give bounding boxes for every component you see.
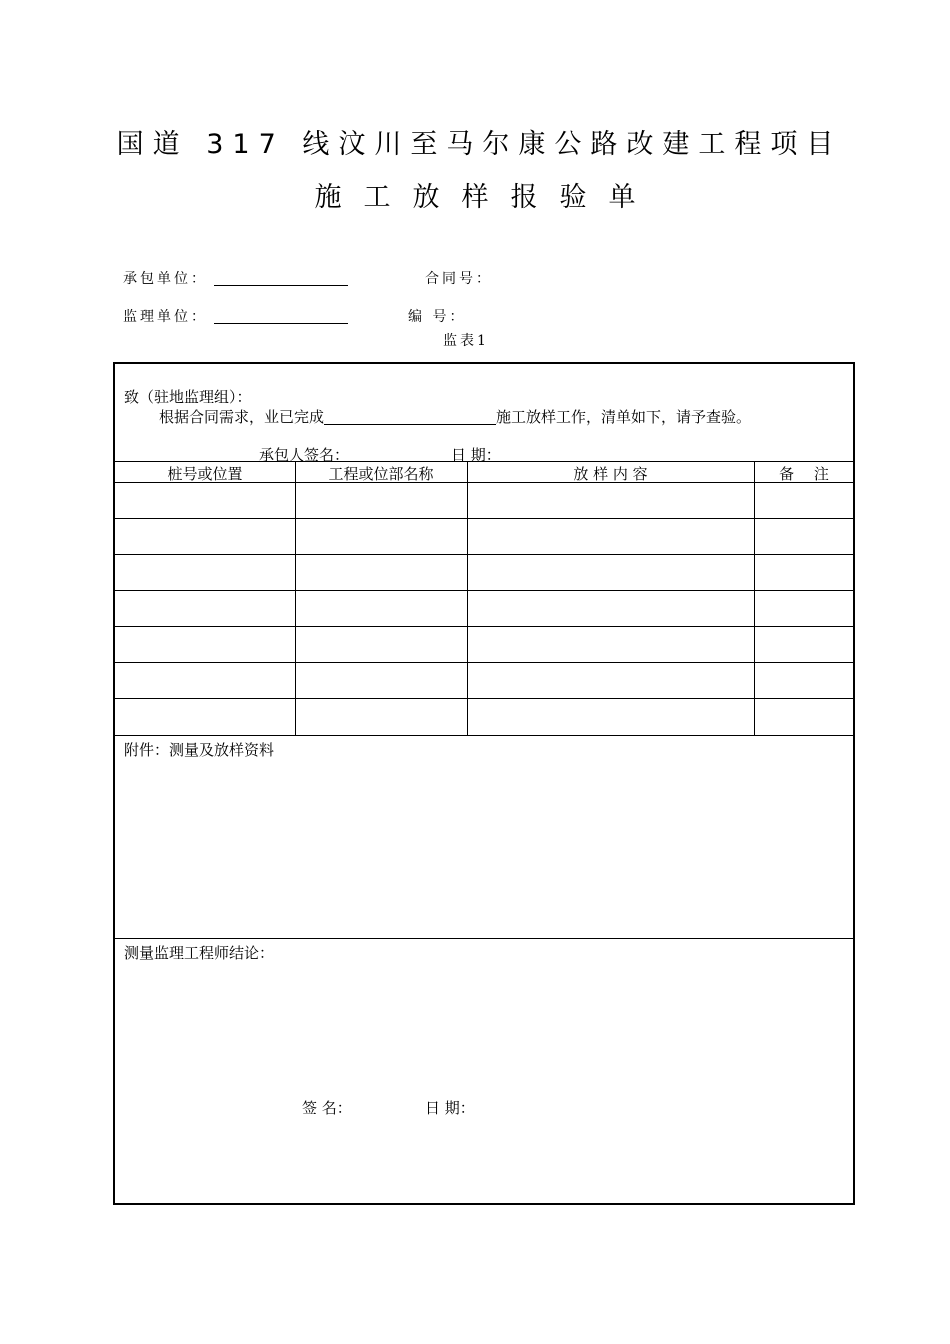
request-body-prefix: 根据合同需求，业已完成	[159, 408, 325, 426]
header-station: 桩号或位置	[167, 465, 243, 483]
request-date-label: 日 期：	[451, 446, 501, 464]
divider	[115, 938, 853, 939]
supervisor-field	[123, 306, 348, 326]
divider	[115, 626, 853, 627]
column-divider	[754, 461, 755, 735]
header-remarks: 备 注	[779, 465, 829, 483]
serial-label: 编 号：	[408, 309, 467, 325]
contract-no-label: 合同号：	[425, 271, 493, 287]
divider	[115, 698, 853, 699]
divider	[115, 590, 853, 591]
conclusion-date-label: 日 期：	[425, 1099, 475, 1117]
divider	[115, 735, 853, 736]
form-frame	[113, 362, 855, 1205]
conclusion-label: 测量监理工程师结论：	[124, 944, 275, 962]
contractor-field	[123, 268, 348, 288]
divider	[115, 554, 853, 555]
contractor-label: 承包单位：	[123, 271, 208, 287]
form-title-line1: 国道 317 线汶川至马尔康公路改建工程项目	[116, 129, 843, 160]
engineer-signature-label: 签 名：	[302, 1099, 352, 1117]
work-item-blank[interactable]	[324, 408, 496, 425]
header-staking-content: 放 样 内 容	[573, 465, 648, 483]
request-body-suffix: 施工放样工作，清单如下，请予查验。	[496, 408, 752, 426]
divider	[115, 662, 853, 663]
form-title-line2: 施工放样报验单	[314, 182, 658, 213]
header-work-name: 工程或位部名称	[328, 465, 434, 483]
supervisor-blank[interactable]	[214, 309, 348, 324]
supervisor-label: 监理单位：	[123, 309, 208, 325]
column-divider	[467, 461, 468, 735]
attachment-label: 附件：测量及放样资料	[124, 741, 275, 759]
divider	[115, 461, 853, 462]
contractor-signature-label: 承包人签名：	[259, 446, 350, 464]
column-divider	[295, 461, 296, 735]
request-body	[159, 406, 751, 427]
divider	[115, 518, 853, 519]
addressee: 致（驻地监理组）：	[124, 388, 252, 406]
contractor-blank[interactable]	[214, 271, 348, 286]
form-code: 监表1	[443, 333, 489, 349]
